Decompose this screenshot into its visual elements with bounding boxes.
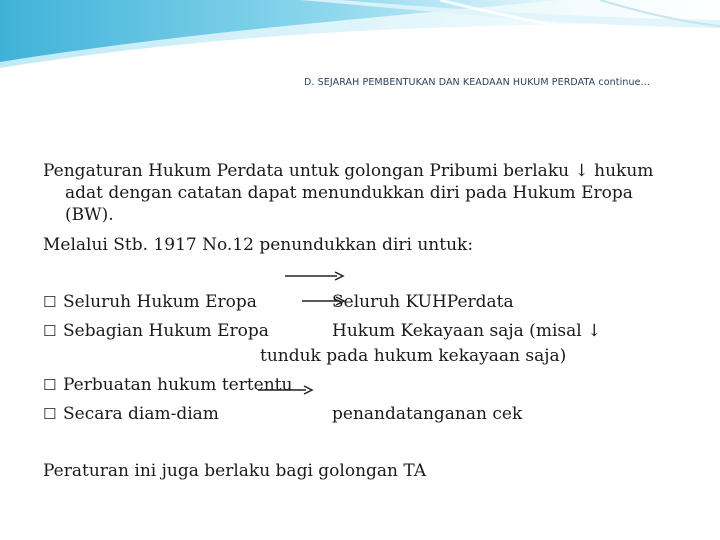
checkbox-bullet-icon: ☐ (43, 322, 57, 340)
list-item-right-continuation: tunduk pada hukum kekayaan saja) (260, 346, 567, 366)
footer-text: Peraturan ini juga berlaku bagi golongan TA (43, 461, 427, 481)
checkbox-bullet-icon: ☐ (43, 376, 57, 394)
arrow-right-icon (258, 385, 314, 395)
list-item-left: Perbuatan hukum tertentu (63, 375, 293, 395)
checkbox-bullet-icon: ☐ (43, 405, 57, 423)
arrow-right-icon (302, 296, 346, 306)
list-item-left: Seluruh Hukum Eropa (63, 292, 257, 312)
list-item (43, 320, 269, 342)
list-item (43, 291, 257, 313)
slide-header-title: D. SEJARAH PEMBENTUKAN DAN KEADAAN HUKUM PERDATA continue… (304, 77, 651, 88)
paragraph-line-3: (BW). (65, 205, 114, 225)
checkbox-bullet-icon: ☐ (43, 293, 57, 311)
list-item (43, 403, 219, 425)
paragraph-line-2: adat dengan catatan dapat menundukkan diri pada Hukum Eropa (65, 183, 633, 203)
paragraph-pengaturan (43, 160, 653, 226)
paragraph-line-1: Pengaturan Hukum Perdata untuk golongan Pribumi berlaku ↓ hukum (43, 161, 654, 181)
list-item-left: Secara diam-diam (63, 404, 219, 424)
list-item-right: Seluruh KUHPerdata (332, 292, 514, 312)
header-swoosh-decoration (0, 0, 720, 80)
list-item-left: Sebagian Hukum Eropa (63, 321, 269, 341)
list-item (43, 374, 292, 396)
list-item-right: Hukum Kekayaan saja (misal ↓ (332, 321, 602, 341)
list-intro: Melalui Stb. 1917 No.12 penundukkan diri untuk: (43, 235, 474, 255)
arrow-right-icon (285, 271, 345, 281)
list-item-right: penandatanganan cek (332, 404, 523, 424)
